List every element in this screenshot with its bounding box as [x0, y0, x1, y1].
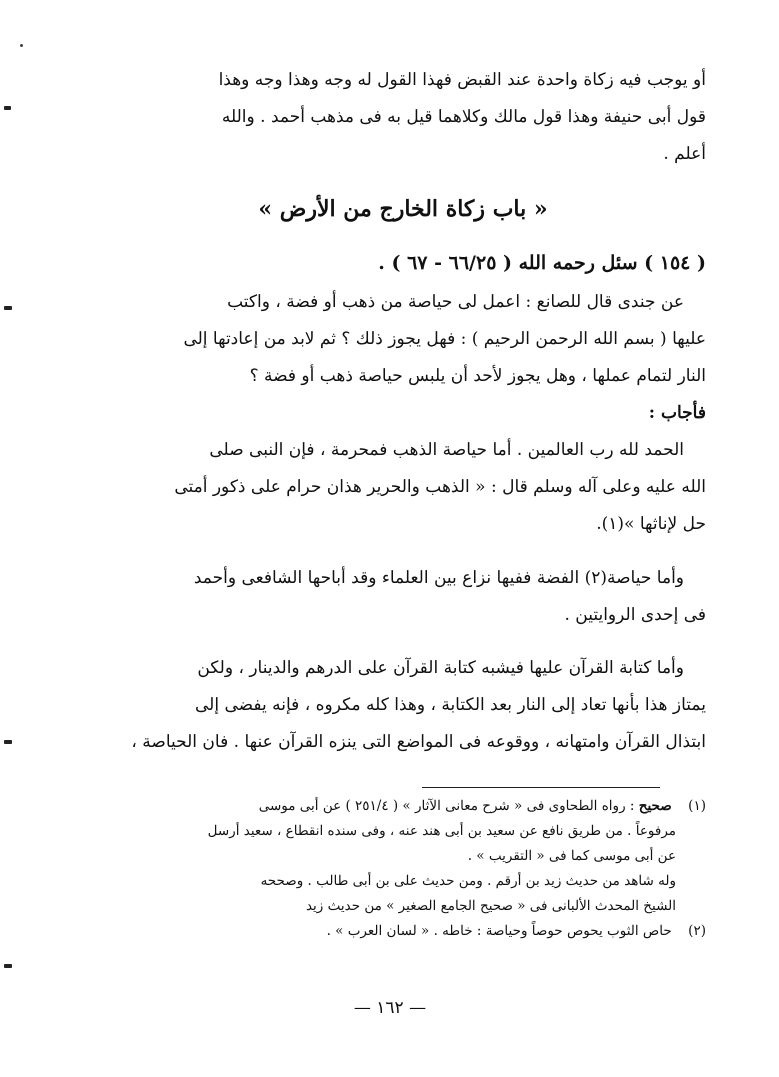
footnote-1-line: الشيخ المحدث الألبانى فى « صحيح الجامع الصغير » من حديث زيد	[305, 898, 676, 914]
text-line: يمتاز هذا بأنها تعاد إلى النار بعد الكتابة ، وهذا كله مكروه ، فإنه يفضى إلى	[195, 695, 706, 715]
margin-mark	[4, 106, 11, 110]
footnotes	[104, 794, 706, 944]
text-line: حل لإناثها »(١).	[596, 514, 706, 534]
footnote-1-line: وله شاهد من حديث زيد بن أرقم . ومن حديث على بن أبى طالب . وصححه	[260, 873, 676, 889]
text-line: فى إحدى الروايتين .	[564, 605, 706, 625]
footnote-number: (٢)	[688, 923, 706, 939]
intro-paragraph	[100, 62, 706, 173]
text-line: النار لتمام عملها ، وهل يجوز لأحد أن يلبس حياصة ذهب أو فضة ؟	[249, 366, 706, 386]
scan-speck	[20, 44, 23, 47]
ruling-title: ( ١٥٤ ) سئل رحمه الله ( ٦٦/٢٥ - ٦٧ ) .	[378, 252, 706, 274]
footnote-2-line	[104, 919, 706, 944]
text-line: عن جندى قال للصانع : اعمل لى حياصة من ذهب أو فضة ، واكتب	[227, 292, 684, 312]
text-line: ابتذال القرآن وامتهانه ، ووقوعه فى المواضع التى ينزه القرآن عنها . فان الحياصة ،	[131, 732, 706, 752]
margin-mark	[4, 964, 12, 968]
footnote-1-line: مرفوعاً . من طريق نافع عن سعيد بن أبى هند عنه ، وفى سنده انقطاع ، سعيد أرسل	[207, 823, 676, 839]
text-line: قول أبى حنيفة وهذا قول مالك وكلاهما قيل به فى مذهب أحمد . والله	[221, 107, 706, 127]
answer-paragraph-3	[100, 650, 706, 761]
footnote-1-line	[104, 794, 706, 819]
question-paragraph	[100, 284, 706, 432]
footnote-separator	[422, 787, 660, 788]
text-line: أو يوجب فيه زكاة واحدة عند القبض فهذا القول له وجه وهذا وجه وهذا	[218, 70, 706, 90]
answer-paragraph-1	[100, 432, 706, 543]
footnote-number: (١)	[688, 798, 706, 814]
chapter-heading: « باب زكاة الخارج من الأرض »	[258, 196, 548, 222]
margin-mark	[4, 740, 12, 744]
text-line: عليها ( بسم الله الرحمن الرحيم ) : فهل يجوز ذلك ؟ ثم لابد من إعادتها إلى	[183, 329, 706, 349]
answer-paragraph-2	[100, 560, 706, 634]
text-line: الحمد لله رب العالمين . أما حياصة الذهب فمحرمة ، فإن النبى صلى	[209, 440, 684, 460]
text-line: الله عليه وعلى آله وسلم قال : « الذهب والحرير هذان حرام على ذكور أمتى	[174, 477, 706, 497]
text-line: وأما حياصة(٢) الفضة ففيها نزاع بين العلماء وقد أباحها الشافعى وأحمد	[193, 568, 684, 588]
answer-label: فأجاب :	[648, 403, 706, 423]
footnote-1-line: عن أبى موسى كما فى « التقريب » .	[467, 848, 676, 864]
margin-mark	[4, 306, 12, 310]
text-line: وأما كتابة القرآن عليها فيشبه كتابة القرآن على الدرهم والدينار ، ولكن	[197, 658, 684, 678]
footnote-grade: صحيح	[638, 798, 672, 814]
footnote-text: حاص الثوب يحوص حوصاً وحياصة : خاطه . « لسان العرب » .	[326, 923, 672, 939]
footnote-text: : رواه الطحاوى فى « شرح معانى الآثار » ( ٢٥١/٤ ) عن أبى موسى	[258, 798, 635, 814]
text-line: أعلم .	[663, 144, 706, 164]
page-number: — ١٦٢ —	[353, 998, 427, 1018]
